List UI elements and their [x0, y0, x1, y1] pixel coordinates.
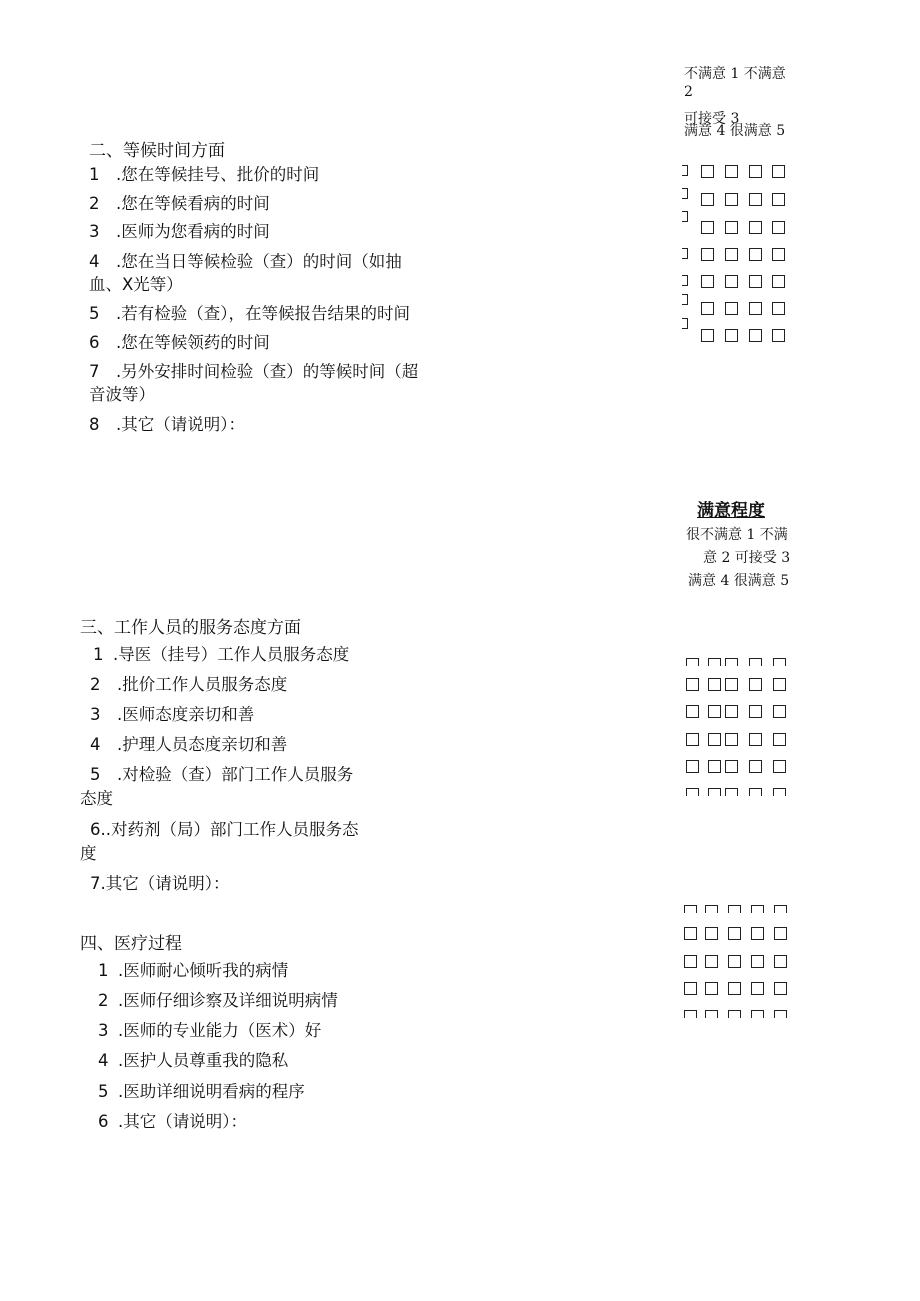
checkbox[interactable]: [725, 678, 738, 691]
checkbox[interactable]: [751, 1010, 764, 1018]
checkbox[interactable]: [749, 248, 762, 261]
checkbox[interactable]: [749, 733, 762, 746]
checkbox[interactable]: [682, 275, 688, 286]
checkbox[interactable]: [682, 188, 688, 199]
question-2-2: 2 .您在等候看病的时间: [89, 194, 270, 213]
checkbox[interactable]: [708, 733, 721, 746]
checkbox[interactable]: [772, 221, 785, 234]
checkbox[interactable]: [772, 165, 785, 178]
satisfaction-level-title: 满意程度: [697, 501, 765, 521]
checkbox[interactable]: [686, 705, 699, 718]
question-3-4: 4 .护理人员态度亲切和善: [90, 735, 288, 754]
checkbox[interactable]: [749, 658, 762, 666]
checkbox[interactable]: [725, 221, 738, 234]
checkbox[interactable]: [701, 221, 714, 234]
checkbox[interactable]: [728, 955, 741, 968]
checkbox[interactable]: [701, 329, 714, 342]
question-4-1: 1 .医师耐心倾听我的病情: [98, 961, 289, 980]
checkbox[interactable]: [708, 760, 721, 773]
checkbox[interactable]: [751, 955, 764, 968]
scale-label-line-2: 2: [684, 84, 693, 100]
checkbox[interactable]: [749, 678, 762, 691]
checkbox[interactable]: [773, 788, 786, 796]
checkbox[interactable]: [725, 733, 738, 746]
checkbox[interactable]: [725, 329, 738, 342]
checkbox[interactable]: [773, 760, 786, 773]
checkbox[interactable]: [774, 927, 787, 940]
checkbox[interactable]: [725, 302, 738, 315]
checkbox[interactable]: [774, 1010, 787, 1018]
checkbox[interactable]: [682, 318, 688, 329]
checkbox[interactable]: [684, 1010, 697, 1018]
checkbox[interactable]: [725, 658, 738, 666]
checkbox[interactable]: [682, 165, 688, 176]
checkbox[interactable]: [705, 982, 718, 995]
scale-label-line-3: 可接受 3: [684, 111, 740, 127]
question-3-7: 7.其它（请说明）：: [90, 874, 230, 893]
checkbox[interactable]: [701, 165, 714, 178]
checkbox[interactable]: [728, 1010, 741, 1018]
checkbox[interactable]: [686, 678, 699, 691]
question-3-6: 6..对药剂（局）部门工作人员服务态: [90, 820, 359, 839]
checkbox[interactable]: [751, 905, 764, 913]
checkbox[interactable]: [772, 193, 785, 206]
scale-label-line-1: 很不满意 1 不满: [686, 527, 788, 543]
checkbox[interactable]: [773, 658, 786, 666]
question-4-5: 5 .医助详细说明看病的程序: [98, 1082, 305, 1101]
checkbox[interactable]: [705, 1010, 718, 1018]
question-4-6: 6 .其它（请说明）：: [98, 1112, 247, 1131]
checkbox[interactable]: [705, 927, 718, 940]
question-4-3: 3 .医师的专业能力（医术）好: [98, 1021, 322, 1040]
question-2-8: 8 .其它（请说明）：: [89, 415, 245, 434]
checkbox[interactable]: [701, 193, 714, 206]
checkbox[interactable]: [728, 982, 741, 995]
section-3-title: 三、工作人员的服务态度方面: [80, 618, 301, 638]
checkbox[interactable]: [701, 248, 714, 261]
checkbox[interactable]: [684, 955, 697, 968]
question-3-6-continued: 度: [80, 844, 97, 863]
checkbox[interactable]: [708, 658, 721, 666]
checkbox[interactable]: [749, 275, 762, 288]
checkbox[interactable]: [686, 733, 699, 746]
question-4-2: 2 .医师仔细诊察及详细说明病情: [98, 991, 338, 1010]
checkbox[interactable]: [774, 905, 787, 913]
question-2-4: 4 .您在当日等候检验（查）的时间（如抽: [89, 252, 402, 271]
checkbox[interactable]: [774, 982, 787, 995]
checkbox[interactable]: [725, 705, 738, 718]
checkbox[interactable]: [751, 927, 764, 940]
question-3-5-continued: 态度: [80, 789, 113, 808]
checkbox[interactable]: [725, 193, 738, 206]
question-2-3: 3 .医师为您看病的时间: [89, 222, 270, 241]
checkbox[interactable]: [725, 275, 738, 288]
checkbox[interactable]: [773, 733, 786, 746]
checkbox[interactable]: [705, 905, 718, 913]
checkbox[interactable]: [701, 302, 714, 315]
checkbox[interactable]: [772, 302, 785, 315]
checkbox[interactable]: [686, 658, 699, 666]
scale-label-line-2: 意 2 可接受 3: [703, 550, 791, 566]
checkbox[interactable]: [749, 165, 762, 178]
checkbox[interactable]: [772, 329, 785, 342]
checkbox[interactable]: [686, 788, 699, 796]
checkbox[interactable]: [728, 905, 741, 913]
question-3-1: 1 .导医（挂号）工作人员服务态度: [93, 645, 350, 664]
checkbox[interactable]: [684, 982, 697, 995]
checkbox[interactable]: [749, 221, 762, 234]
scale-label-line-1: 不满意 1 不满意: [684, 66, 786, 82]
question-2-5: 5 .若有检验（查），在等候报告结果的时间: [89, 304, 410, 323]
checkbox[interactable]: [725, 248, 738, 261]
checkbox[interactable]: [772, 275, 785, 288]
checkbox[interactable]: [749, 760, 762, 773]
question-3-5: 5 .对检验（查）部门工作人员服务: [90, 765, 354, 784]
section-4-title: 四、医疗过程: [80, 934, 182, 954]
checkbox[interactable]: [749, 302, 762, 315]
checkbox[interactable]: [708, 788, 721, 796]
question-2-6: 6 .您在等候领药的时间: [89, 333, 270, 352]
question-3-3: 3 .医师态度亲切和善: [90, 705, 255, 724]
checkbox[interactable]: [773, 705, 786, 718]
checkbox[interactable]: [686, 760, 699, 773]
question-2-7: 7 .另外安排时间检验（查）的等候时间（超: [89, 362, 419, 381]
checkbox[interactable]: [701, 275, 714, 288]
checkbox[interactable]: [682, 248, 688, 259]
question-4-4: 4 .医护人员尊重我的隐私: [98, 1051, 289, 1070]
checkbox[interactable]: [725, 165, 738, 178]
checkbox[interactable]: [749, 705, 762, 718]
checkbox[interactable]: [725, 760, 738, 773]
checkbox[interactable]: [749, 329, 762, 342]
checkbox[interactable]: [684, 905, 697, 913]
checkbox[interactable]: [749, 788, 762, 796]
checkbox[interactable]: [773, 678, 786, 691]
checkbox[interactable]: [708, 678, 721, 691]
checkbox[interactable]: [749, 193, 762, 206]
checkbox[interactable]: [725, 788, 738, 796]
scale-label-line-3: 满意 4 很满意 5: [688, 573, 790, 589]
checkbox[interactable]: [728, 927, 741, 940]
section-2-title: 二、等候时间方面: [89, 141, 225, 161]
question-2-1: 1 .您在等候挂号、批价的时间: [89, 165, 320, 184]
checkbox[interactable]: [708, 705, 721, 718]
question-2-7-continued: 音波等）: [89, 385, 155, 404]
question-3-2: 2 .批价工作人员服务态度: [90, 675, 288, 694]
checkbox[interactable]: [772, 248, 785, 261]
checkbox[interactable]: [682, 211, 688, 222]
checkbox[interactable]: [751, 982, 764, 995]
checkbox[interactable]: [684, 927, 697, 940]
checkbox[interactable]: [705, 955, 718, 968]
checkbox[interactable]: [682, 294, 688, 305]
question-2-4-continued: 血、X光等）: [89, 275, 183, 294]
scale-label-line-4: 满意 4 很满意 5: [684, 123, 786, 139]
checkbox[interactable]: [774, 955, 787, 968]
